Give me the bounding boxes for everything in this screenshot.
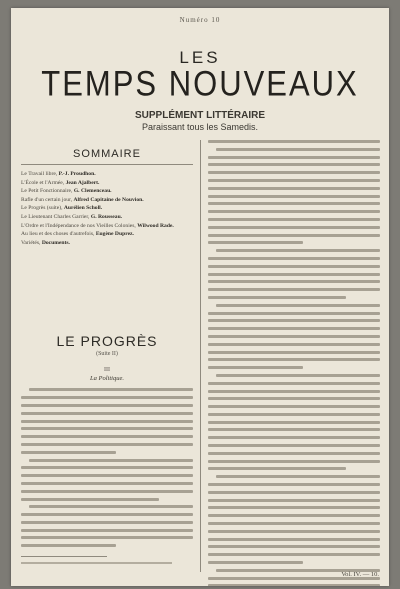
article-suite: (Suite II) xyxy=(96,351,118,358)
text-line xyxy=(208,538,380,541)
sommaire-item-author: P.-J. Proudhon. xyxy=(58,171,96,177)
sommaire-item xyxy=(21,179,193,188)
sommaire-item xyxy=(21,187,193,196)
text-line xyxy=(21,435,193,438)
text-line xyxy=(208,390,380,393)
sommaire-item-author: Wilwood Rade. xyxy=(137,222,174,229)
text-line xyxy=(29,505,193,508)
text-line xyxy=(29,388,193,391)
text-line xyxy=(208,436,380,439)
text-line xyxy=(21,521,193,524)
text-line xyxy=(21,536,193,539)
text-line xyxy=(208,366,303,369)
text-line xyxy=(208,226,380,229)
text-line xyxy=(208,553,380,556)
sommaire-item xyxy=(21,213,193,222)
text-line xyxy=(208,312,380,315)
text-line xyxy=(21,490,193,493)
text-line xyxy=(216,249,380,252)
masthead-supplement: SUPPLÉMENT LITTÉRAIRE xyxy=(134,110,265,121)
text-line xyxy=(216,374,380,377)
text-line xyxy=(208,382,380,385)
footnote-line xyxy=(21,562,172,564)
sommaire-heading: SOMMAIRE xyxy=(73,148,141,160)
text-line xyxy=(208,171,380,174)
sommaire-item-author: G. Clemenceau. xyxy=(73,188,112,195)
text-line xyxy=(21,474,193,477)
sommaire-item xyxy=(21,230,193,239)
text-line xyxy=(21,396,193,399)
text-line xyxy=(208,483,380,486)
sommaire-item-title: L'École et l'Armée, xyxy=(21,179,65,186)
text-line xyxy=(208,335,380,338)
text-line xyxy=(208,522,380,525)
text-line xyxy=(21,404,193,407)
text-line xyxy=(216,148,380,151)
text-line xyxy=(21,412,193,415)
sommaire-item-author: G. Rousseau. xyxy=(90,213,123,220)
masthead-article: LES xyxy=(179,48,221,67)
text-line xyxy=(21,544,116,547)
text-line xyxy=(21,427,193,430)
article-title: LE PROGRÈS xyxy=(56,333,158,350)
sommaire-item-author: Jean Ajalbert. xyxy=(65,179,100,186)
text-line xyxy=(208,319,380,322)
sommaire-item-title: Le Lieutenant Charles Garrier, xyxy=(21,213,90,220)
text-line xyxy=(21,482,193,485)
section-number: III xyxy=(104,367,110,374)
text-line xyxy=(208,241,303,244)
sommaire-item-title: Le Travail libre, xyxy=(21,171,58,177)
sommaire-item-title: L'Ordre et l'Indépendance de nos Vieilles Colonies, xyxy=(21,222,136,229)
article-body-left xyxy=(21,388,193,547)
text-line xyxy=(208,545,380,548)
volume-folio: Vol. IV. — 10. xyxy=(341,571,379,578)
text-line xyxy=(208,210,380,213)
sommaire-item-title: Le Progrès (suite), xyxy=(21,205,63,212)
text-line xyxy=(216,304,380,307)
text-line xyxy=(21,451,116,454)
text-line xyxy=(208,584,380,586)
sommaire-item xyxy=(21,222,193,231)
right-column xyxy=(208,140,380,586)
text-line xyxy=(208,288,380,291)
sommaire-item-title: Variétés, xyxy=(21,239,41,246)
sommaire-item xyxy=(21,196,193,205)
text-line xyxy=(208,218,380,221)
text-line xyxy=(21,513,193,516)
newspaper-page xyxy=(11,8,389,586)
left-column xyxy=(21,148,193,564)
sommaire-item xyxy=(21,204,193,213)
text-line xyxy=(208,179,380,182)
text-line xyxy=(208,428,380,431)
text-line xyxy=(208,413,380,416)
masthead-schedule: Paraissant tous les Samedis. xyxy=(141,122,259,132)
sommaire-item-title: Rafle d'un certain jour, xyxy=(21,196,73,203)
text-line xyxy=(208,296,346,299)
text-line xyxy=(208,405,380,408)
text-line xyxy=(208,327,380,330)
text-line xyxy=(208,506,380,509)
text-line xyxy=(21,443,193,446)
text-line xyxy=(208,358,380,361)
sommaire-item-author: Alfred Capitaine de Nouvion. xyxy=(73,196,144,203)
text-line xyxy=(216,475,380,478)
masthead-title: TEMPS NOUVEAUX xyxy=(41,63,359,104)
text-line xyxy=(208,397,380,400)
text-line xyxy=(208,530,380,533)
text-line xyxy=(208,499,380,502)
sommaire-item xyxy=(21,170,193,179)
text-line xyxy=(208,195,380,198)
sommaire-item xyxy=(21,239,193,248)
text-line xyxy=(208,444,380,447)
text-line xyxy=(208,273,380,276)
text-line xyxy=(21,529,193,532)
sommaire-item-author: Documents. xyxy=(41,239,70,246)
text-line xyxy=(208,265,380,268)
article-body-right xyxy=(208,140,380,586)
text-line xyxy=(208,187,380,190)
sommaire-item-title: Au lieu et des choses d'autrefois, xyxy=(21,231,95,238)
sommaire-item-title: Le Petit Fonctionnaire, xyxy=(21,188,73,195)
sommaire-item-author: Eugène Duprez. xyxy=(95,231,134,238)
sommaire-rule xyxy=(21,164,193,165)
sommaire-item-author: Aurélien Scholl. xyxy=(63,205,103,212)
text-line xyxy=(208,140,380,143)
column-divider xyxy=(200,140,201,572)
section-title: La Politique. xyxy=(90,375,124,383)
text-line xyxy=(208,452,380,455)
text-line xyxy=(208,421,380,424)
text-line xyxy=(208,561,303,564)
text-line xyxy=(208,514,380,517)
text-line xyxy=(208,280,380,283)
text-line xyxy=(208,156,380,159)
text-line xyxy=(208,351,380,354)
sommaire-list xyxy=(21,170,193,247)
text-line xyxy=(208,343,380,346)
text-line xyxy=(21,420,193,423)
text-line xyxy=(29,459,193,462)
text-line xyxy=(208,257,380,260)
text-line xyxy=(21,498,159,501)
text-line xyxy=(208,467,346,470)
text-line xyxy=(208,460,380,463)
text-line xyxy=(208,491,380,494)
text-line xyxy=(21,466,193,469)
text-line xyxy=(208,202,380,205)
text-line xyxy=(208,163,380,166)
footnote-rule xyxy=(21,556,107,557)
text-line xyxy=(208,234,380,237)
issue-number: Numéro 10 xyxy=(179,16,221,24)
